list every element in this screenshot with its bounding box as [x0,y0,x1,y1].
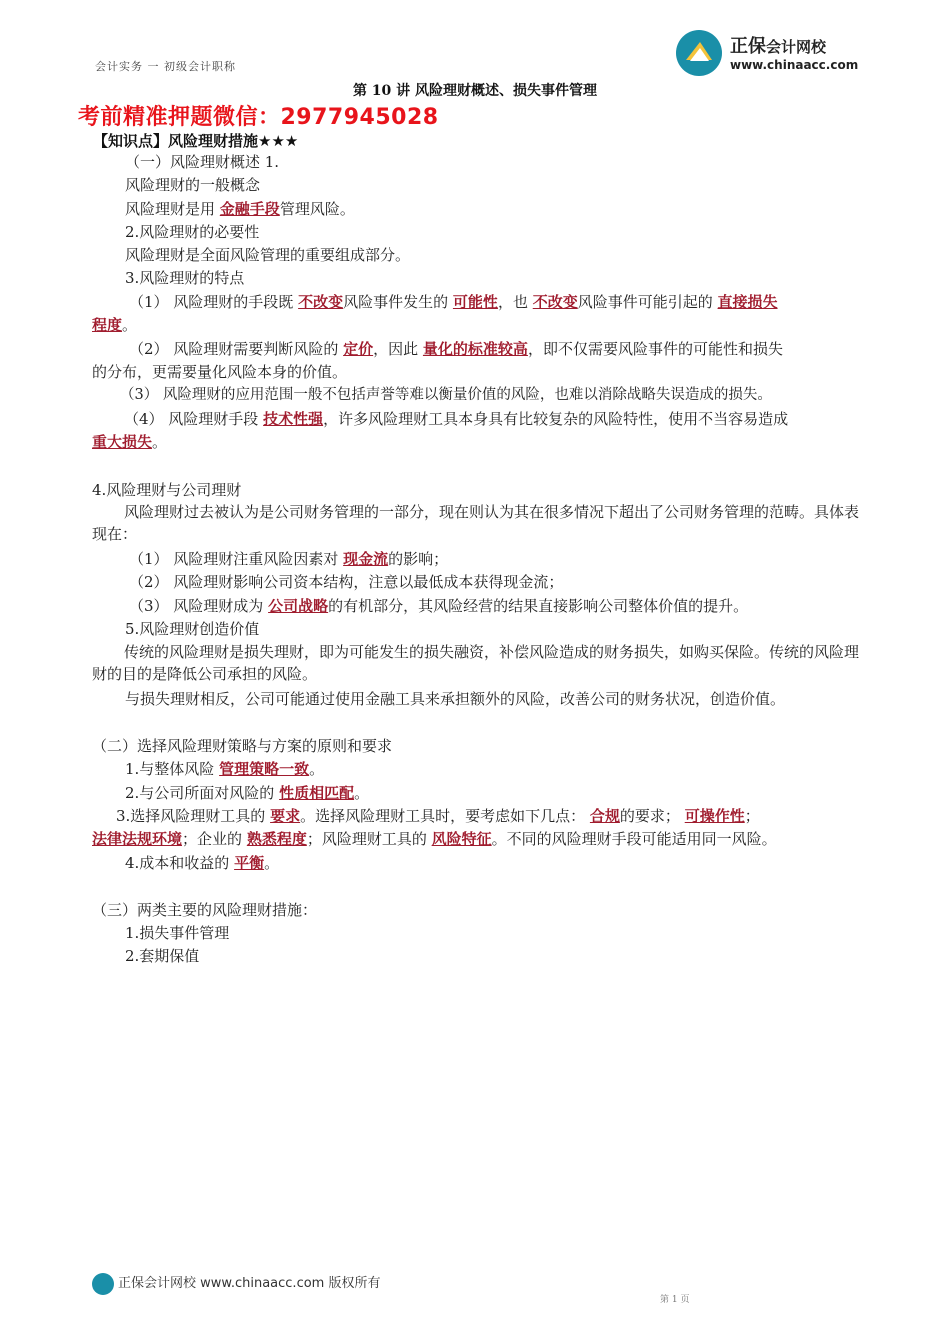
keyword: 合规 [589,807,620,825]
list-item: 1.损失事件管理 [125,924,230,942]
keyword: 风险特征 [431,830,492,848]
logo-emblem-icon [676,30,722,76]
promo-banner: 考前精准押题微信：2977945028 [78,105,439,130]
paragraph: 与损失理财相反，公司可能通过使用金融工具来承担额外的风险，改善公司的财务状况，创造价值。 [125,690,786,708]
list-item-continued: 的分布，更需要量化风险本身的价值。 [92,363,348,381]
keyword: 公司战略 [268,597,329,615]
brand-logo[interactable] [676,30,866,80]
section-heading: （三）两类主要的风险理财措施： [92,901,318,919]
paragraph: 2.风险理财的必要性 [125,223,260,241]
list-item-continued: 程度。 [92,316,138,334]
list-item: 2.套期保值 [125,947,200,965]
list-item: （2） 风险理财影响公司资本结构，注意以最低成本获得现金流； [129,573,564,591]
list-item-continued: 法律法规环境；企业的 熟悉程度；风险理财工具的 风险特征。不同的风险理财手段可能适用同一风险。 [92,830,777,848]
keyword: 性质相匹配 [279,784,355,802]
logo-brand-sub: 会计网校 [766,38,827,56]
section-heading: （二）选择风险理财策略与方案的原则和要求 [92,737,393,755]
keyword: 重大损失 [92,433,153,451]
keyword: 直接损失 [717,293,778,311]
list-item: （1） 风险理财的手段既 不改变风险事件发生的 可能性，也 不改变风险事件可能引起的 直接损失 [129,293,778,311]
lecture-title: 第 10 讲 风险理财概述、损失事件管理 [352,83,598,99]
keyword: 可能性 [452,293,498,311]
list-item: （4） 风险理财手段 技术性强，许多风险理财工具本身具有比较复杂的风险特性，使用不当容易造成 [124,410,789,428]
keyword: 定价 [343,340,374,358]
knowledge-point-heading: 【知识点】风险理财措施★★★ [93,132,299,150]
footer [92,1272,380,1295]
paragraph: 传统的风险理财是损失理财，即为可能发生的损失融资，补偿风险造成的财务损失，如购买保险。传统的风险理财的目的是降低公司承担的风险。 [92,643,860,683]
keyword: 不改变 [298,293,344,311]
logo-url: www.chinaacc.com [730,58,859,72]
list-item: 3.选择风险理财工具的 要求。选择风险理财工具时，要考虑如下几点： 合规的要求； 可操作性； [116,807,760,825]
keyword: 要求 [270,807,301,825]
keyword: 量化的标准较高 [422,340,528,358]
list-item-continued: 重大损失。 [92,433,168,451]
keyword: 程度 [92,316,123,334]
list-item: （1） 风险理财注重风险因素对 现金流的影响； [129,550,449,568]
course-header: 会计实务 一 初级会计职称 [95,60,236,73]
list-item: （3） 风险理财的应用范围一般不包括声誉等难以衡量价值的风险，也难以消除战略失误造成的损失。 [120,387,772,403]
keyword: 现金流 [343,550,389,568]
paragraph: 风险理财过去被认为是公司财务管理的一部分，现在则认为其在很多情况下超出了公司财务管理的范畴。具体表现在： [92,503,860,543]
paragraph: 风险理财是用 金融手段管理风险。 [125,200,355,218]
keyword: 可操作性 [684,807,745,825]
paragraph: 风险理财的一般概念 [125,176,261,194]
list-item: 1.与整体风险 管理策略一致。 [125,760,325,778]
list-item: 2.与公司所面对风险的 性质相匹配。 [125,784,370,802]
list-item: （2） 风险理财需要判断风险的 定价，因此 量化的标准较高，即不仅需要风险事件的可能性和损失 [129,340,783,358]
logo-brand-name: 正保 [730,36,766,57]
keyword: 金融手段 [219,200,280,218]
paragraph: 风险理财是全面风险管理的重要组成部分。 [125,246,411,264]
paragraph: 4.风险理财与公司理财 [92,481,242,499]
keyword: 法律法规环境 [92,830,183,848]
footer-text: 正保会计网校 www.chinaacc.com 版权所有 [118,1276,381,1291]
keyword: 技术性强 [263,410,324,428]
paragraph: 3.风险理财的特点 [125,269,245,287]
keyword: 管理策略一致 [219,760,310,778]
page-number: 第 1 页 [660,1295,690,1305]
keyword: 不改变 [532,293,578,311]
keyword: 熟悉程度 [246,830,307,848]
list-item: 4.成本和收益的 平衡。 [125,854,280,872]
paragraph: 5.风险理财创造价值 [125,620,260,638]
list-item: （3） 风险理财成为 公司战略的有机部分，其风险经营的结果直接影响公司整体价值的提升。 [129,597,749,615]
footer-logo-icon [92,1273,114,1295]
section-heading: （一）风险理财概述 1. [125,153,280,171]
keyword: 平衡 [234,854,265,872]
